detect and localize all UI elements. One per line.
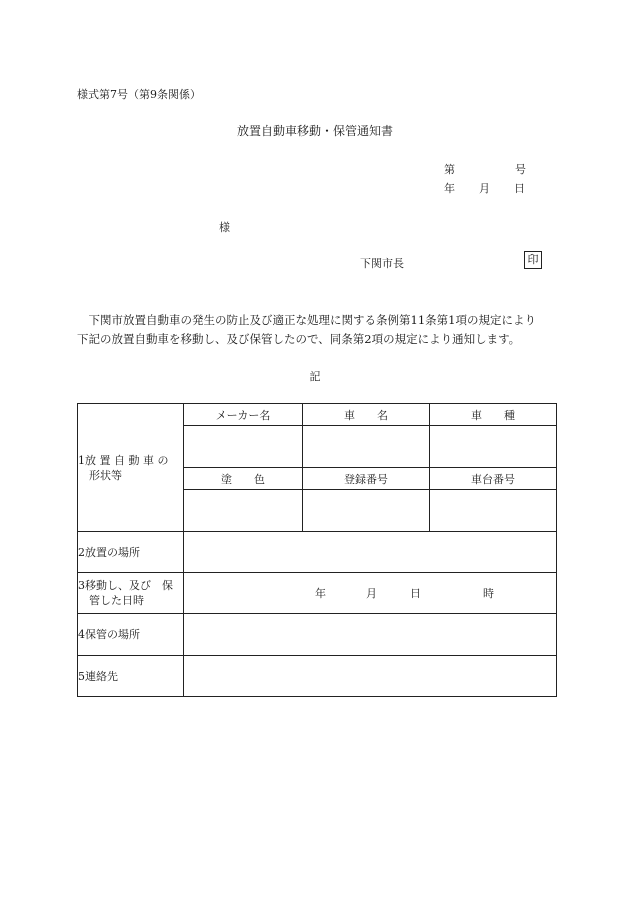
maker-field[interactable] — [184, 426, 303, 468]
notice-body-line: 下関市放置自動車の発生の防止及び適正な処理に関する条例第11条第1項の規定により — [77, 313, 536, 327]
label-line: 3移動し、及び 保 — [78, 579, 173, 592]
header-paint-color: 塗 色 — [184, 468, 303, 490]
notice-body-line: 下記の放置自動車を移動し、及び保管したので、同条第2項の規定により通知します。 — [77, 332, 521, 346]
header-car-name: 車 名 — [303, 404, 430, 426]
label-line: 1放 置 自 動 車 の — [78, 453, 169, 467]
document-title: 放置自動車移動・保管通知書 — [236, 124, 393, 138]
addressee-suffix: 様 — [219, 221, 230, 234]
form-number: 様式第7号（第9条関係） — [77, 88, 201, 101]
date-year: 年 — [444, 182, 455, 195]
issuer-name: 下関市長 — [360, 257, 404, 270]
car-type-field[interactable] — [430, 426, 557, 468]
moved-datetime-label — [78, 573, 184, 614]
label-line: 管した日時 — [78, 594, 144, 607]
label-line: 形状等 — [78, 468, 122, 482]
moved-day: 日 — [410, 587, 421, 600]
number-prefix: 第 — [444, 163, 455, 176]
header-registration-number: 登録番号 — [303, 468, 430, 490]
chassis-number-field[interactable] — [430, 490, 557, 532]
header-maker: メーカー名 — [184, 404, 303, 426]
seal-mark: 印 — [524, 251, 542, 269]
ki-heading: 記 — [309, 370, 321, 383]
abandoned-place-label: 2放置の場所 — [78, 532, 184, 573]
moved-datetime-field[interactable] — [184, 573, 557, 614]
document-date-line — [444, 180, 525, 196]
notice-body — [77, 311, 562, 349]
storage-place-field[interactable] — [184, 614, 557, 656]
moved-hour: 時 — [483, 587, 494, 600]
car-name-field[interactable] — [303, 426, 430, 468]
contact-field[interactable] — [184, 656, 557, 697]
storage-place-label: 4保管の場所 — [78, 614, 184, 656]
vehicle-info-table — [77, 403, 557, 697]
contact-label: 5連絡先 — [78, 656, 184, 697]
paint-color-field[interactable] — [184, 490, 303, 532]
moved-month: 月 — [366, 587, 377, 600]
abandoned-place-field[interactable] — [184, 532, 557, 573]
document-number-line — [444, 161, 526, 177]
header-chassis-number: 車台番号 — [430, 468, 557, 490]
vehicle-shape-label — [78, 404, 184, 532]
date-month: 月 — [479, 182, 490, 195]
number-suffix: 号 — [515, 163, 526, 176]
registration-number-field[interactable] — [303, 490, 430, 532]
moved-year: 年 — [315, 587, 326, 600]
header-car-type: 車 種 — [430, 404, 557, 426]
date-day: 日 — [514, 182, 525, 195]
